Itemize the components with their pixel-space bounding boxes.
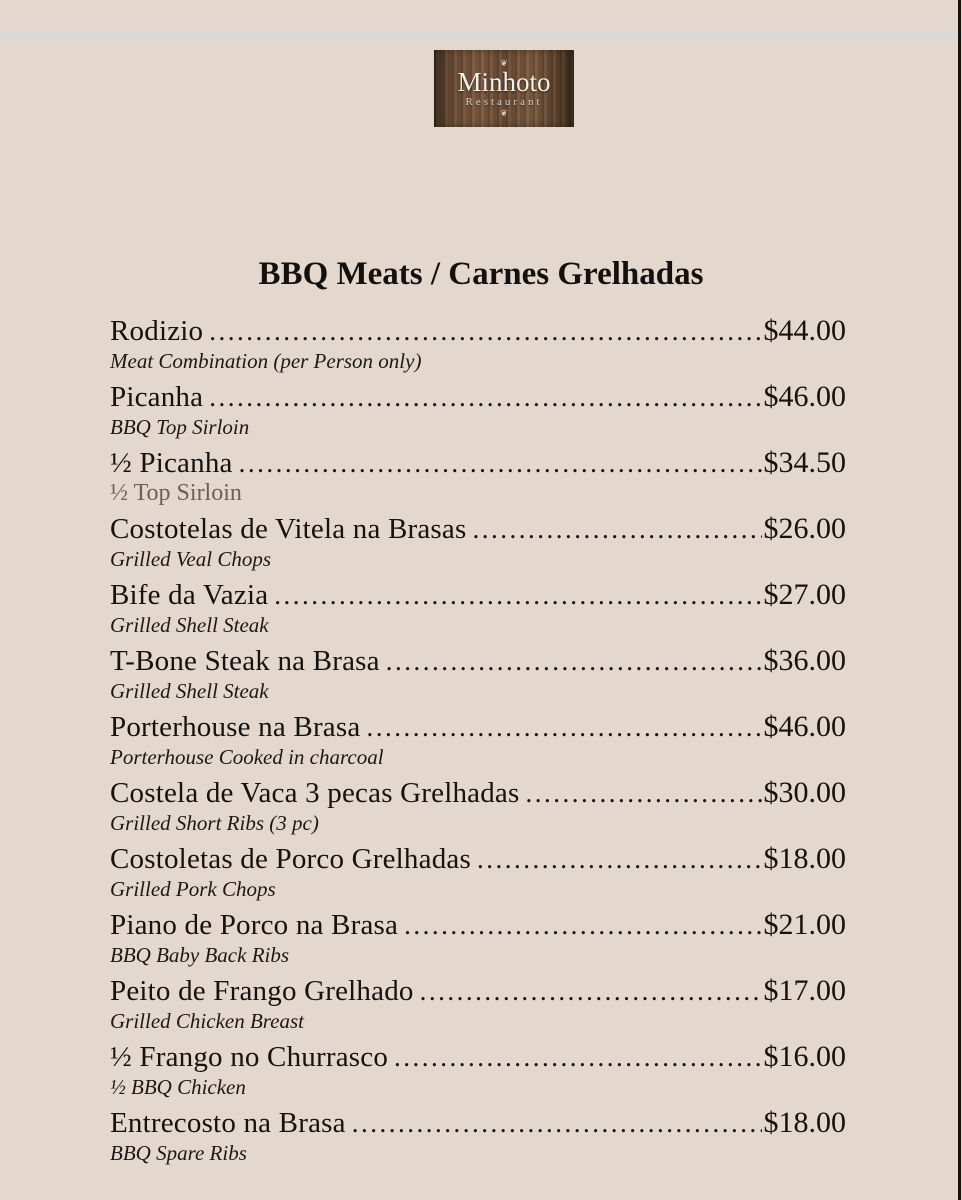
menu-item: [110, 974, 846, 1038]
item-description: Grilled Chicken Breast: [110, 1009, 305, 1033]
section-title: BBQ Meats / Carnes Grelhadas: [258, 256, 704, 292]
item-description: BBQ Top Sirloin: [110, 415, 250, 439]
item-price: $18.00: [763, 1106, 846, 1139]
dotted-leader: [366, 712, 761, 743]
item-price: $18.00: [763, 842, 846, 875]
item-description: Grilled Shell Steak: [110, 613, 269, 637]
top-highlight-band: [0, 30, 962, 38]
item-price: $21.00: [763, 908, 846, 941]
item-description: Meat Combination (per Person only): [110, 349, 422, 373]
item-name: Costela de Vaca 3 pecas Grelhadas: [110, 777, 520, 809]
item-description: Grilled Short Ribs (3 pc): [110, 811, 319, 835]
item-line: [110, 380, 846, 413]
menu-item: [110, 512, 846, 576]
menu-item: [110, 578, 846, 642]
item-price: $27.00: [763, 578, 846, 611]
menu-item: [110, 380, 846, 444]
logo-subtitle: Restaurant: [465, 96, 543, 108]
item-price: $36.00: [763, 644, 846, 677]
item-line: [110, 842, 846, 875]
item-line: [110, 446, 846, 479]
page-right-border: [958, 0, 961, 1200]
dotted-leader: [472, 514, 761, 545]
dotted-leader: [209, 316, 761, 347]
menu-item: [110, 776, 846, 840]
item-description: Grilled Pork Chops: [110, 877, 276, 901]
menu-item: [110, 446, 846, 510]
item-name: Rodizio: [110, 315, 204, 347]
item-price: $26.00: [763, 512, 846, 545]
item-line: [110, 974, 846, 1007]
item-description: Grilled Veal Chops: [110, 547, 271, 571]
menu-item: [110, 908, 846, 972]
menu-item: [110, 1106, 846, 1170]
item-price: $17.00: [763, 974, 846, 1007]
dotted-leader: [274, 580, 761, 611]
item-line: [110, 1106, 846, 1139]
item-line: [110, 644, 846, 677]
item-line: [110, 710, 846, 743]
logo-ornament-top-icon: ❦: [500, 58, 508, 68]
item-name: Piano de Porco na Brasa: [110, 909, 399, 941]
item-name: Entrecosto na Brasa: [110, 1107, 346, 1139]
item-description: Grilled Shell Steak: [110, 679, 269, 703]
item-line: [110, 314, 846, 347]
dotted-leader: [239, 448, 762, 479]
item-price: $46.00: [763, 710, 846, 743]
dotted-leader: [526, 778, 762, 809]
item-price: $30.00: [763, 776, 846, 809]
item-description: ½ Top Sirloin: [110, 480, 242, 506]
logo-ornament-bottom-icon: ❦: [500, 108, 508, 118]
item-line: [110, 578, 846, 611]
item-description: ½ BBQ Chicken: [110, 1075, 246, 1099]
item-name: Costotelas de Vitela na Brasas: [110, 513, 467, 545]
item-name: T-Bone Steak na Brasa: [110, 645, 380, 677]
item-line: [110, 908, 846, 941]
item-name: Picanha: [110, 381, 204, 413]
item-price: $46.00: [763, 380, 846, 413]
logo-title: Minhoto: [457, 67, 551, 97]
menu-item: [110, 710, 846, 774]
menu-items: [110, 314, 846, 1172]
dotted-leader: [386, 646, 762, 677]
item-line: [110, 1040, 846, 1073]
item-name: ½ Frango no Churrasco: [110, 1041, 389, 1073]
item-name: Porterhouse na Brasa: [110, 711, 361, 743]
menu-item: [110, 314, 846, 378]
dotted-leader: [477, 844, 762, 875]
item-description: BBQ Spare Ribs: [110, 1141, 247, 1165]
item-price: $16.00: [763, 1040, 846, 1073]
restaurant-logo: [434, 50, 574, 127]
item-name: Peito de Frango Grelhado: [110, 975, 414, 1007]
item-description: BBQ Baby Back Ribs: [110, 943, 290, 967]
item-line: [110, 776, 846, 809]
item-name: Bife da Vazia: [110, 579, 269, 611]
item-line: [110, 512, 846, 545]
item-price: $44.00: [763, 314, 846, 347]
menu-item: [110, 1040, 846, 1104]
dotted-leader: [209, 382, 761, 413]
dotted-leader: [404, 910, 761, 941]
dotted-leader: [352, 1108, 762, 1139]
item-price: $34.50: [763, 446, 846, 479]
item-description: Porterhouse Cooked in charcoal: [110, 745, 384, 769]
menu-item: [110, 842, 846, 906]
menu-item: [110, 644, 846, 708]
dotted-leader: [394, 1042, 761, 1073]
item-name: Costoletas de Porco Grelhadas: [110, 843, 471, 875]
dotted-leader: [420, 976, 762, 1007]
item-name: ½ Picanha: [110, 447, 233, 479]
